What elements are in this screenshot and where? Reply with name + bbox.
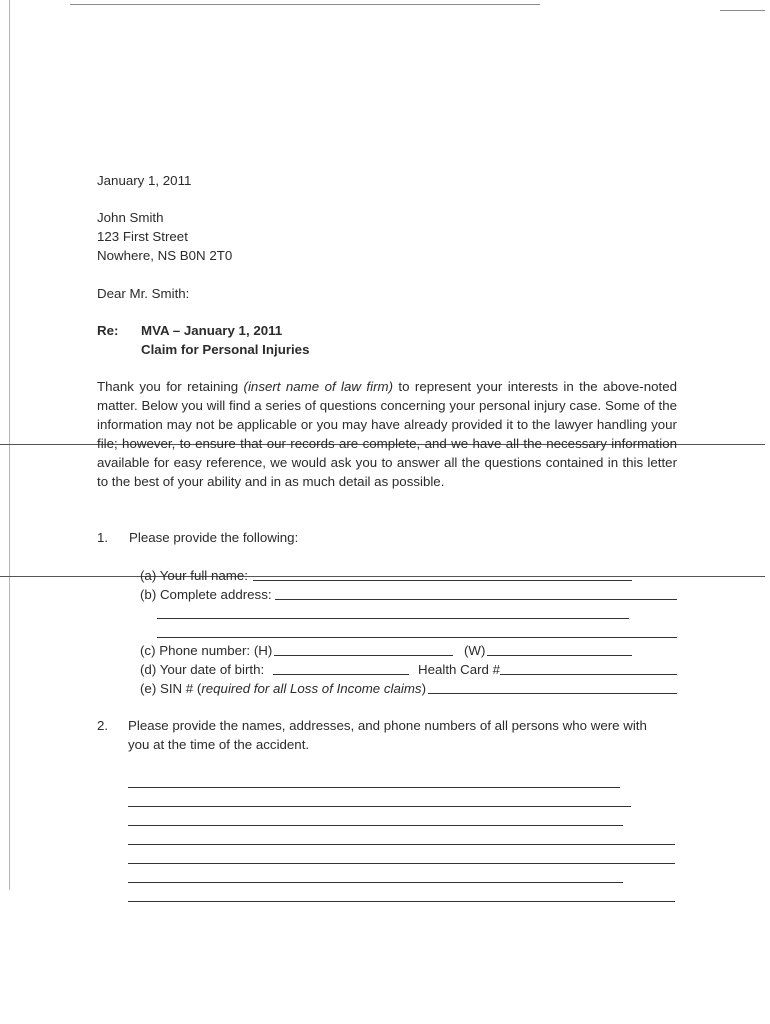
- sin-label-prefix: (e) SIN # (: [140, 681, 202, 696]
- question-2-text-line-1: Please provide the names, addresses, and phone numbers of all persons who were with: [128, 718, 647, 733]
- scan-artifact-top-line: [70, 4, 540, 5]
- salutation: Dear Mr. Smith:: [97, 286, 190, 301]
- field-line-date-of-birth[interactable]: [273, 674, 409, 675]
- field-label-phone-work: (W): [464, 643, 486, 658]
- question-2-text-line-2: you at the time of the accident.: [128, 737, 310, 752]
- sin-label-suffix: ): [421, 681, 426, 696]
- recipient-city: Nowhere, NS B0N 2T0: [97, 248, 233, 263]
- re-line-2: Claim for Personal Injuries: [141, 342, 310, 357]
- re-label: Re:: [97, 323, 119, 338]
- question-1-number: 1.: [97, 530, 109, 545]
- answer-line-3[interactable]: [128, 825, 623, 826]
- question-2-number: 2.: [97, 718, 109, 733]
- re-line-1: MVA – January 1, 2011: [141, 323, 283, 338]
- law-firm-placeholder: (insert name of law firm): [243, 379, 393, 394]
- answer-line-2[interactable]: [128, 806, 631, 807]
- field-label-address: (b) Complete address:: [140, 587, 272, 602]
- field-line-full-name[interactable]: [253, 580, 632, 581]
- answer-line-7[interactable]: [128, 901, 675, 902]
- field-label-phone-home: (c) Phone number: (H): [140, 643, 273, 658]
- answer-line-6[interactable]: [128, 882, 623, 883]
- question-1-text: Please provide the following:: [129, 530, 299, 545]
- letter-date: January 1, 2011: [97, 173, 192, 188]
- intro-text-start: Thank you for retaining: [97, 379, 244, 394]
- intro-paragraph: [97, 377, 677, 491]
- scan-artifact-top-right-line: [720, 10, 765, 11]
- field-label-date-of-birth: (d) Your date of birth:: [140, 662, 265, 677]
- recipient-street: 123 First Street: [97, 229, 188, 244]
- field-line-address-3[interactable]: [157, 637, 677, 638]
- field-line-sin[interactable]: [428, 693, 677, 694]
- field-line-health-card[interactable]: [500, 674, 677, 675]
- answer-line-1[interactable]: [128, 787, 620, 788]
- field-line-phone-work[interactable]: [487, 655, 632, 656]
- field-line-address-1[interactable]: [275, 599, 677, 600]
- field-line-phone-home[interactable]: [274, 655, 453, 656]
- answer-line-5[interactable]: [128, 863, 675, 864]
- recipient-name: John Smith: [97, 210, 164, 225]
- scan-artifact-strike-line-2: [0, 576, 765, 577]
- sin-label-note: required for all Loss of Income claims: [201, 681, 422, 696]
- field-label-full-name: (a) Your full name:: [140, 568, 248, 583]
- answer-line-4[interactable]: [128, 844, 675, 845]
- field-label-health-card: Health Card #: [418, 662, 501, 677]
- field-label-sin: [140, 679, 426, 698]
- intro-text-rest: to represent your interests in the above-noted matter. Below you will find a series of questions concerning your personal injury case. Some of the information may not be applicable or you may have already provided it to the lawyer handling your file; however, to ensure that our records are complete, and we have all the necessary information available for easy reference, we would ask you to answer all the questions contained in this letter to the best of your ability and in as much detail as possible.: [97, 379, 677, 489]
- scan-artifact-left-edge: [9, 0, 10, 890]
- field-line-address-2[interactable]: [157, 618, 629, 619]
